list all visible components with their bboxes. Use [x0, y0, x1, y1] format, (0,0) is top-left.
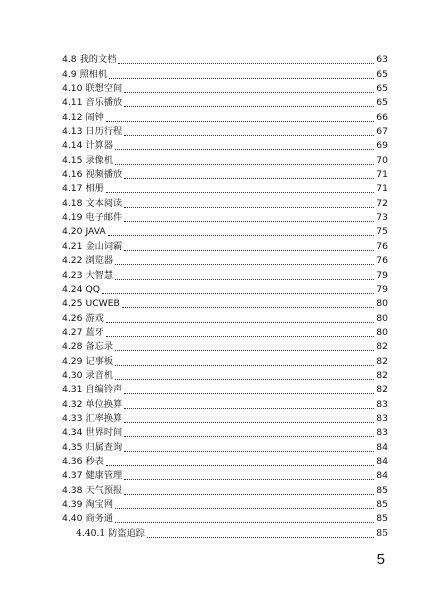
toc-entry-title: 音乐播放: [85, 97, 123, 109]
toc-entry-number: 4.18: [62, 197, 83, 209]
dot-leader: [115, 156, 374, 165]
toc-entry-title: 联想空间: [85, 83, 123, 95]
toc-entry-number: 4.13: [62, 126, 83, 138]
dot-leader: [124, 414, 374, 423]
toc-entry-title: 日历行程: [85, 126, 123, 138]
toc-entry[interactable]: [62, 282, 388, 296]
toc-entry-number: 4.27: [62, 326, 83, 338]
toc-entry-page: 71: [376, 169, 388, 181]
toc-entry-page: 73: [376, 212, 388, 224]
toc-entry-title: 汇率换算: [85, 412, 123, 424]
dot-leader: [108, 227, 375, 236]
toc-entry-number: 4.37: [62, 470, 83, 482]
toc-entry-title: 我的文档: [79, 54, 117, 66]
toc-entry-page: 65: [376, 97, 388, 109]
toc-entry-number: 4.8: [62, 54, 77, 66]
toc-entry-number: 4.10: [62, 83, 83, 95]
dot-leader: [124, 385, 374, 394]
toc-entry[interactable]: [62, 339, 388, 353]
toc-entry-number: 4.31: [62, 384, 83, 396]
dot-leader: [124, 199, 374, 208]
toc-entry-title: 秒表: [85, 455, 104, 467]
toc-entry-number: 4.34: [62, 427, 83, 439]
toc-entry-number: 4.19: [62, 212, 83, 224]
toc-entry[interactable]: [62, 382, 388, 396]
toc-entry-page: 83: [376, 398, 388, 410]
toc-entry-title: 防盗追踪: [108, 527, 145, 539]
toc-entry-page: 72: [376, 197, 388, 209]
dot-leader: [106, 328, 374, 337]
toc-entry-page: 65: [376, 83, 388, 95]
dot-leader: [115, 342, 374, 351]
dot-leader: [115, 357, 374, 366]
toc-entry-page: 85: [376, 499, 388, 510]
toc-entry-page: 82: [376, 341, 388, 353]
toc-entry[interactable]: [62, 482, 388, 496]
dot-leader: [124, 84, 374, 93]
toc-entry-page: 79: [376, 269, 388, 281]
toc-entry[interactable]: [62, 66, 388, 80]
dot-leader: [115, 141, 374, 150]
dot-leader: [106, 457, 374, 466]
dot-leader: [115, 500, 374, 509]
toc-entry-number: 4.21: [62, 240, 83, 252]
dot-leader: [124, 486, 374, 495]
toc-entry-number: 4.23: [62, 269, 83, 281]
toc-entry-page: 65: [376, 68, 388, 80]
toc-entry[interactable]: [62, 195, 388, 209]
toc-entry[interactable]: [62, 267, 388, 281]
toc-entry-title: QQ: [85, 283, 100, 295]
toc-entry[interactable]: [62, 81, 388, 95]
toc-entry[interactable]: [62, 411, 388, 425]
toc-entry[interactable]: [62, 52, 388, 66]
toc-entry-title: 自编铃声: [85, 384, 123, 396]
toc-entry-page: 75: [376, 226, 388, 238]
dot-leader: [124, 170, 374, 179]
toc-entry[interactable]: [62, 368, 388, 382]
toc-entry-number: 4.35: [62, 441, 83, 453]
toc-entry-number: 4.24: [62, 283, 83, 295]
toc-entry-number: 4.38: [62, 484, 83, 496]
toc-entry[interactable]: [62, 325, 388, 339]
toc-entry-title: JAVA: [85, 226, 106, 238]
toc-entry-page: 83: [376, 412, 388, 424]
toc-entry-title: 视频播放: [85, 169, 123, 181]
dot-leader: [115, 514, 374, 523]
dot-leader: [102, 285, 374, 294]
toc-entry-page: 84: [376, 441, 388, 453]
toc-entry[interactable]: [62, 152, 388, 166]
toc-entry-number: 4.32: [62, 398, 83, 410]
toc-entry[interactable]: [62, 396, 388, 410]
toc-entry[interactable]: [62, 109, 388, 123]
toc-entry-page: 84: [376, 455, 388, 467]
toc-entry[interactable]: [62, 454, 388, 468]
toc-entry-number: 4.14: [62, 140, 83, 152]
dot-leader: [124, 443, 374, 452]
toc-entry-page: 71: [376, 183, 388, 195]
toc-entry-page: 82: [376, 369, 388, 381]
toc-entry-number: 4.22: [62, 255, 83, 267]
toc-entry-number: 4.40.1: [76, 527, 106, 539]
toc-entry-page: 76: [376, 240, 388, 252]
toc-entry-page: 67: [376, 126, 388, 138]
dot-leader: [124, 127, 374, 136]
toc-entry-title: 天气预报: [85, 484, 123, 496]
toc-entry[interactable]: [62, 138, 388, 152]
toc-entry-number: 4.33: [62, 412, 83, 424]
dot-leader: [115, 371, 374, 380]
toc-entry-page: 79: [376, 283, 388, 295]
toc-entry-title: 照相机: [79, 68, 108, 80]
toc-entry-number: 4.29: [62, 355, 83, 367]
toc-entry[interactable]: [62, 497, 388, 511]
toc-entry-title: 备忘录: [85, 341, 114, 353]
toc-entry-title: 淘宝网: [85, 499, 114, 510]
toc-entry-title: UCWEB: [85, 298, 120, 310]
dot-leader: [124, 213, 374, 222]
toc-entry-title: 录像机: [85, 154, 114, 166]
dot-leader: [122, 299, 374, 308]
toc-entry-title: 归属查询: [85, 441, 123, 453]
toc-entry-title: 录音机: [85, 369, 114, 381]
toc-entry-number: 4.12: [62, 111, 83, 123]
toc-entry-number: 4.11: [62, 97, 83, 109]
toc-entry-title: 浏览器: [85, 255, 114, 267]
dot-leader: [124, 400, 374, 409]
toc-entry[interactable]: [62, 468, 388, 482]
toc-entry[interactable]: [62, 167, 388, 181]
toc-entry-page: 70: [376, 154, 388, 166]
toc-entry-title: 文本阅读: [85, 197, 123, 209]
dot-leader: [124, 428, 374, 437]
toc-entry-title: 单位换算: [85, 398, 123, 410]
toc-entry[interactable]: [62, 511, 388, 525]
toc-entry[interactable]: [62, 425, 388, 439]
toc-entry-number: 4.28: [62, 341, 83, 353]
toc-entry-page: 80: [376, 326, 388, 338]
toc-entry[interactable]: [62, 181, 388, 195]
toc-entry-title: 商务通: [85, 513, 114, 525]
toc-entry[interactable]: [62, 353, 388, 367]
toc-entry-page: 82: [376, 384, 388, 396]
toc-entry-title: 计算器: [85, 140, 114, 152]
toc-entry-page: 80: [376, 298, 388, 310]
toc-entry-page: 66: [376, 111, 388, 123]
dot-leader: [124, 471, 374, 480]
toc-entry-page: 69: [376, 140, 388, 152]
toc-entry[interactable]: [62, 95, 388, 109]
toc-entry-number: 4.26: [62, 312, 83, 324]
toc-entry-number: 4.9: [62, 68, 77, 80]
dot-leader: [118, 55, 374, 64]
toc-entry-title: 相册: [85, 183, 104, 195]
toc-entry-page: 82: [376, 355, 388, 367]
page-number: 5: [376, 551, 385, 568]
dot-leader: [106, 184, 374, 193]
dot-leader: [106, 314, 374, 323]
toc-entry[interactable]: [62, 310, 388, 324]
toc-entry-number: 4.39: [62, 499, 83, 510]
toc-entry-page: 85: [376, 527, 388, 539]
toc-entry-page: 85: [376, 484, 388, 496]
toc-entry-title: 游戏: [85, 312, 104, 324]
toc-entry-number: 4.15: [62, 154, 83, 166]
toc-entry-page: 85: [376, 513, 388, 525]
dot-leader: [124, 98, 374, 107]
toc-entry-number: 4.20: [62, 226, 83, 238]
dot-leader: [147, 529, 374, 538]
toc-entry-title: 电子邮件: [85, 212, 123, 224]
toc-entry[interactable]: [62, 439, 388, 453]
toc-entry-page: 76: [376, 255, 388, 267]
toc-entry[interactable]: [62, 210, 388, 224]
toc-entry-number: 4.30: [62, 369, 83, 381]
toc-entry-number: 4.36: [62, 455, 83, 467]
toc-entry-page: 63: [376, 54, 388, 66]
toc-entry[interactable]: [62, 224, 388, 238]
toc-entry-number: 4.25: [62, 298, 83, 310]
dot-leader: [115, 256, 374, 265]
toc-entry-title: 记事板: [85, 355, 114, 367]
toc-entry-page: 84: [376, 470, 388, 482]
toc-entry-number: 4.40: [62, 513, 83, 525]
toc-entry-title: 健康管理: [85, 470, 123, 482]
toc-entry-title: 金山词霸: [85, 240, 123, 252]
table-of-contents: [62, 52, 388, 540]
dot-leader: [124, 242, 374, 251]
dot-leader: [106, 113, 374, 122]
toc-entry-title: 蓝牙: [85, 326, 104, 338]
dot-leader: [109, 70, 374, 79]
toc-entry[interactable]: [62, 253, 388, 267]
dot-leader: [115, 271, 374, 280]
toc-entry-title: 世界时间: [85, 427, 123, 439]
toc-entry-number: 4.16: [62, 169, 83, 181]
toc-entry-title: 大智慧: [85, 269, 114, 281]
toc-entry-title: 闹钟: [85, 111, 104, 123]
toc-entry[interactable]: [62, 238, 388, 252]
toc-entry[interactable]: [62, 296, 388, 310]
toc-entry-number: 4.17: [62, 183, 83, 195]
toc-entry-page: 83: [376, 427, 388, 439]
toc-entry-page: 80: [376, 312, 388, 324]
toc-entry[interactable]: [62, 124, 388, 138]
toc-sub-entry[interactable]: [62, 525, 388, 539]
